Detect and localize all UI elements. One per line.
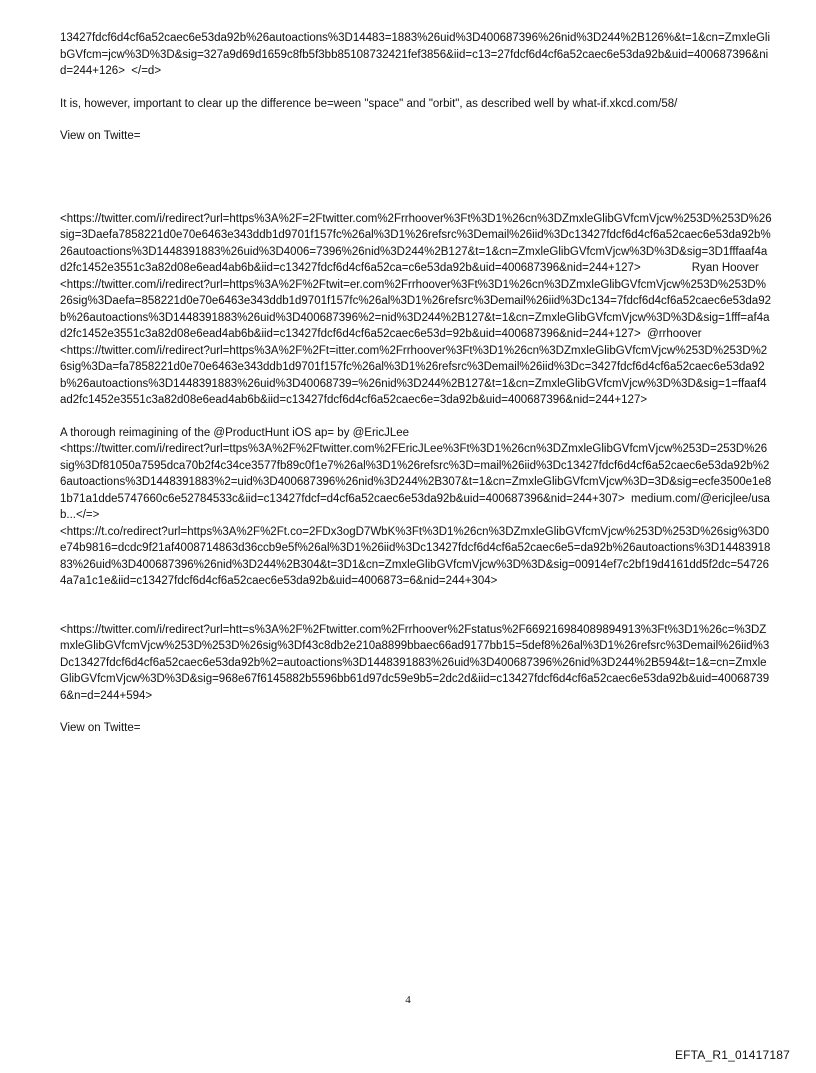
document-body — [60, 30, 772, 737]
document-id: EFTA_R1_01417187 — [674, 1048, 790, 1062]
space-orbit-paragraph: It is, however, important to clear up the difference be=ween "space" and "orbit", as described well by what-if.xkcd.com/58/ — [60, 97, 678, 110]
page-number: 4 — [405, 994, 411, 1006]
view-on-twitter-text: View on Twitte= — [60, 130, 141, 142]
url-fragment-block: 13427fdcf6d4cf6a52caec6e53da92b%26autoactions%3D14483=1883%26uid%3D400687396%26nid%3D244%2B126%&t=1&cn=ZmxleGlibGVfcm=jcw%3D%3D&sig=327a9d69d1659c8fb5f3bb85108732421fef3856&iid=c13=27fdcf6d4cf6a52caec6e53da92b&uid=400687396&nid=244+126> </=d> — [60, 32, 771, 77]
ryan-hoover-redirect-block: <https://twitter.com/i/redirect?url=https%3A%2F=2Ftwitter.com%2Frrhoover%3Ft%3D1%26cn%3DZmxleGlibGVfcmVjcw%253D%253D%26sig=3Daefa7858221d0e70e6463e343ddb1d9701f157fc%26al%3D1%26refsrc%3Demail%26iid%3Dc13427fdcf6d4cf6a52caec6e53da92b%26autoactions%3D1448391883%26uid%3D4006=7396%26nid%3D244%2B127&t=1&cn=ZmxleGlibGVfcmVjcw%3D%3D&sig=3D1fffaaf4ad2fc1452e3551c3a82d08e6ead4ab6b&iid=c13427fdcf6d4cf6a52ca=c6e53da92b&uid=400687396&nid=244+127> Ryan Hoover <https://twitter.com/i/redirect?url=https%3A%2F%2Ftwit=er.com%2Frrhoover%3Ft%3D1%26cn%3DZmxleGlibGVfcmVjcw%253D%253D%26sig%3Daefa=858221d0e70e6463e343ddb1d9701f157fc%26al%3D1%26refsrc%3Demail%26iid%3Dc134=7fdcf6d4cf6a52caec6e53da92b%26autoactions%3D1448391883%26uid%3D400687396%2=nid%3D244%2B127&t=1&cn=ZmxleGlibGVfcmVjcw%3D%3D&sig=1fff=af4ad2fc1452e3551c3a82d08e6ead4ab6b&iid=c13427fdcf6d4cf6a52caec6e53d=92b&uid=400687396&nid=244+127> @rrhoover <https://twitter.com/i/redirect?url=https%3A%2F%2Ft=itter.com%2Frrhoover%3Ft%3D1%26cn%3DZmxleGlibGVfcmVjcw%253D%253D%26sig%3Da=fa7858221d0e70e6463e343ddb1d9701f157fc%26al%3D1%26refsrc%3Demail%26iid%3Dc=3427fdcf6d4cf6a52caec6e53da92b%26autoactions%3D1448391883%26uid%3D40068739=%26nid%3D244%2B127&t=1&cn=ZmxleGlibGVfcmVjcw%3D%3D&sig=1=ffaaf4ad2fc1452e3551c3a82d08e6ead4ab6b&iid=c13427fdcf6d4cf6a52caec6e=3da92b&uid=400687396&nid=244+127> — [60, 212, 772, 406]
producthunt-tweet-block: A thorough reimagining of the @ProductHunt iOS ap= by @EricJLee <https://twitter.com/i/redirect?url=ttps%3A%2F%2Ftwitter.com%2FEricJLee%3Ft%3D1%26cn%3DZmxleGlibGVfcmVjcw%253D=253D%26sig%3Df81050a7595dca70b2f4c34ce3577fb89c0f1e7%26al%3D1%26refsrc%3D=mail%26iid%3Dc13427fdcf6d4cf6a52caec6e53da92b%26autoactions%3D1448391883%2=uid%3D400687396%26nid%3D244%2B307&t=1&cn=ZmxleGlibGVfcmVjcw%3D=3D&sig=ecfe3500e1e81b71a1dde5747660c6e52784533c&iid=c13427fdcf=d4cf6a52caec6e53da92b&uid=400687396&nid=244+307> medium.com/@ericjlee/usab...</=> <https://t.co/redirect?url=https%3A%2F%2Ft.co=2FDx3ogD7WbK%3Ft%3D1%26cn%3DZmxleGlibGVfcmVjcw%253D%253D%26sig%3D0e74b9816=dcdc9f21af4008714863d36ccb9e5f%26al%3D1%26iid%3Dc13427fdcf6d4cf6a52caec6e5=da92b%26autoactions%3D1448391883%26uid%3D400687396%26nid%3D244%2B304&t=3D1&cn=ZmxleGlibGVfcmVjcw%3D%3D&sig=00914ef7c2bf19d4161dd5f2dc=547264a7a1c1e&iid=c13427fdcf6d4cf6a52caec6e53da92b&uid=4006873=6&nid=244+304> — [60, 426, 772, 587]
status-redirect-block: <https://twitter.com/i/redirect?url=htt=s%3A%2F%2Ftwitter.com%2Frrhoover%2Fstatus%2F669216984089894913%3Ft%3D1%26c=%3DZmxleGlibGVfcmVjcw%253D%253D%26sig%3Df43c8db2e210a8899bbaec66ad9177bb15=5def8%26al%3D1%26refsrc%3Demail%26iid%3Dc13427fdcf6d4cf6a52caec6e53da92b%2=autoactions%3D1448391883%26uid%3D400687396%26nid%3D244%2B594&t=1&=cn=ZmxleGlibGVfcmVjcw%3D%3D&sig=968e67f6145882b5596bb61d97dc59e9b5=2dc2d&iid=c13427fdcf6d4cf6a52caec6e53da92b&uid=400687396&n=d=244+594> — [60, 623, 770, 702]
view-on-twitter-text-2: View on Twitte= — [60, 722, 141, 734]
